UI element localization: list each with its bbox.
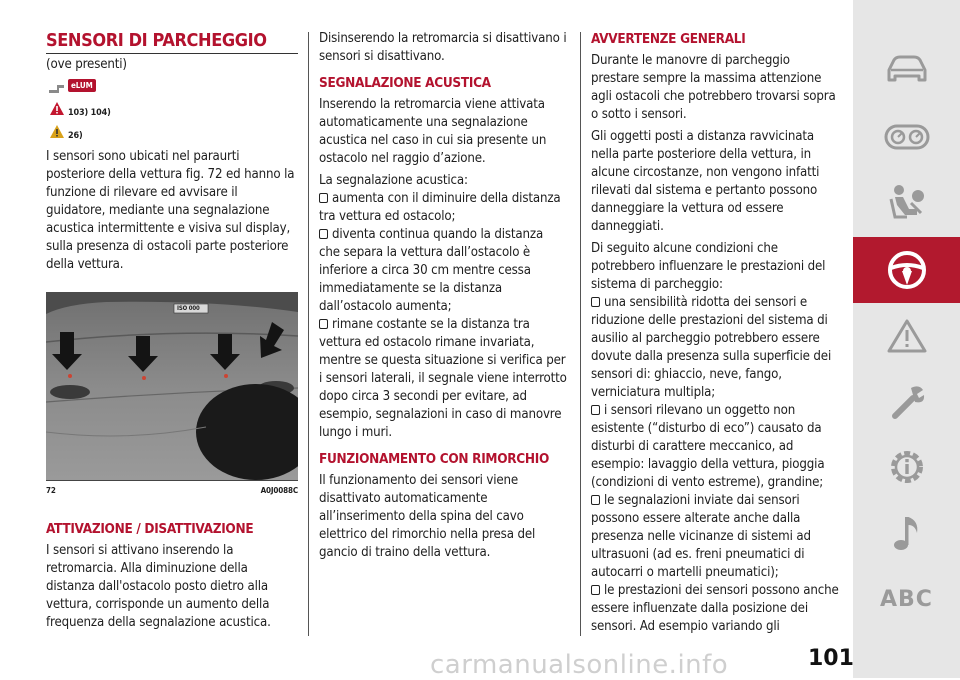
conditions-list bbox=[591, 294, 841, 636]
rear-bumper-photo bbox=[46, 292, 298, 480]
signal-intro: La segnalazione acustica: bbox=[319, 173, 468, 188]
figure-rear-bumper bbox=[46, 292, 298, 480]
danger-triangle-icon bbox=[50, 102, 64, 115]
bullet-icon bbox=[319, 193, 328, 203]
bullet-icon bbox=[319, 229, 328, 239]
list-item: le prestazioni dei sensori possono anche essere influenzate dalla posizione dei sensori. Ad esempio variando gli bbox=[591, 583, 839, 634]
sidebar-item-maintenance[interactable] bbox=[853, 434, 960, 500]
list-item: una sensibilità ridotta dei sensori e riduzione delle prestazioni del sistema di ausilio al parcheggio potrebbero essere dovute dalla presenza sulla superficie dei sensori di: ghiaccio, neve, fango, verniciatura multipla; bbox=[591, 295, 832, 400]
column-divider-2 bbox=[580, 32, 581, 636]
elum-badge: eLUM bbox=[68, 79, 96, 92]
bullet-icon bbox=[591, 585, 600, 595]
deactivation-paragraph: Disinserendo la retromarcia si disattivano i sensori si disattivano. bbox=[319, 31, 567, 64]
warning-triangle-icon bbox=[887, 318, 927, 354]
sidebar-item-emergency[interactable] bbox=[853, 369, 960, 435]
note-ref: 26) bbox=[68, 131, 83, 141]
car-icon bbox=[885, 54, 929, 84]
dashboard-gauges-icon bbox=[884, 124, 930, 150]
music-note-icon bbox=[891, 513, 923, 553]
watermark: carmanualsonline.info bbox=[430, 650, 729, 680]
sidebar-item-index[interactable] bbox=[853, 566, 960, 632]
pointing-hand-icon bbox=[48, 81, 66, 95]
sidebar-item-driving[interactable] bbox=[853, 237, 960, 303]
page-title: SENSORI DI PARCHEGGIO bbox=[46, 30, 298, 54]
gear-info-icon bbox=[886, 446, 928, 488]
list-item: aumenta con il diminuire della distanza tra vettura ed ostacolo; bbox=[319, 191, 561, 224]
sidebar-item-multimedia[interactable] bbox=[853, 500, 960, 566]
warning-refs-row bbox=[46, 100, 298, 120]
acoustic-paragraph: Inserendo la retromarcia viene attivata automaticamente una segnalazione acustica nel caso in cui sia presente un ostacolo nel raggio d’azione. bbox=[319, 97, 547, 166]
list-item: i sensori rilevano un oggetto non esistente (“disturbo di eco”) causato da disturbi di carattere meccanico, ad esempio: lavaggio della vettura, pioggia (condizioni di vento estreme), grandine; bbox=[591, 403, 825, 490]
heading-trailer: FUNZIONAMENTO CON RIMORCHIO bbox=[319, 451, 549, 467]
page-number: 101 bbox=[808, 646, 854, 671]
seat-airbag-icon bbox=[887, 183, 927, 223]
warning-refs: 103) 104) bbox=[68, 108, 111, 118]
column-1 bbox=[46, 30, 298, 636]
bullet-icon bbox=[319, 319, 328, 329]
figure-caption bbox=[46, 480, 298, 500]
sidebar-item-safety[interactable] bbox=[853, 170, 960, 236]
chapter-sidebar bbox=[853, 0, 960, 678]
sidebar-item-vehicle[interactable] bbox=[853, 36, 960, 102]
figure-number: 72 bbox=[46, 486, 56, 495]
list-item: le segnalazioni inviate dai sensori possono essere alterate anche dalla presenza nelle vicinanze di sistemi ad ultrasuoni (ad es. freni pneumatici di autocarri o martelli pneumatici); bbox=[591, 493, 811, 580]
license-plate-text: ISO 000 bbox=[177, 305, 200, 312]
heading-general: AVVERTENZE GENERALI bbox=[591, 31, 746, 47]
trailer-paragraph: Il funzionamento dei sensori viene disattivato automaticamente all’inserimento della spina del cavo elettrico del rimorchio nella presa del gancio di traino della vettura. bbox=[319, 473, 536, 560]
note-ref-row bbox=[46, 122, 298, 142]
intro-paragraph: I sensori sono ubicati nel paraurti posteriore della vettura fig. 72 ed hanno la funzione di rilevare ed avvisare il guidatore, mediante una segnalazione acustica intermittente e visiva sul display, sulla presenza di ostacoli parte posteriore della vettura. bbox=[46, 149, 295, 272]
abc-index-label: ABC bbox=[880, 586, 933, 612]
list-item: diventa continua quando la distanza che separa la vettura dall’ostacolo è inferiore a circa 30 cm mentre cessa immediatamente se la distanza dall’ostacolo aumenta; bbox=[319, 227, 544, 314]
activation-paragraph: I sensori si attivano inserendo la retromarcia. Alla diminuzione della distanza dall'ostacolo posto dietro alla vettura, corrisponde un aumento della frequenza della segnalazione acustica. bbox=[46, 543, 271, 630]
signal-list bbox=[319, 190, 567, 442]
column-2 bbox=[319, 30, 567, 566]
figure-code: A0J0088C bbox=[260, 486, 298, 495]
heading-acoustic: SEGNALAZIONE ACUSTICA bbox=[319, 75, 491, 91]
heading-activation: ATTIVAZIONE / DISATTIVAZIONE bbox=[46, 521, 254, 537]
sidebar-item-dashboard[interactable] bbox=[853, 104, 960, 170]
bullet-icon bbox=[591, 495, 600, 505]
list-item: rimane costante se la distanza tra vettura ed ostacolo rimane invariata, mentre se questa situazione si verifica per i sensori laterali, il segnale viene interrotto dopo circa 3 secondi per evitare, ad esempio, segnalazioni in caso di manovre lungo i muri. bbox=[319, 317, 567, 440]
column-divider-1 bbox=[308, 32, 309, 636]
general-paragraph-3: Di seguito alcune condizioni che potrebbero influenzare le prestazioni del sistema di parcheggio: bbox=[591, 241, 826, 292]
bullet-icon bbox=[591, 297, 600, 307]
page-subtitle: (ove presenti) bbox=[46, 57, 127, 72]
general-paragraph-2: Gli oggetti posti a distanza ravvicinata nella parte posteriore della vettura, in alcune circostanze, non vengono infatti rilevati dal sistema e pertanto possono danneggiare la vettura od essere danneggiati. bbox=[591, 129, 820, 234]
elum-row bbox=[46, 78, 298, 98]
bullet-icon bbox=[591, 405, 600, 415]
steering-wheel-icon bbox=[886, 249, 928, 291]
general-paragraph-1: Durante le manovre di parcheggio prestare sempre la massima attenzione agli ostacoli che potrebbero trovarsi sopra o sotto i sensori. bbox=[591, 53, 836, 122]
column-3 bbox=[591, 30, 841, 636]
sidebar-item-warnings[interactable] bbox=[853, 303, 960, 369]
wrench-icon bbox=[887, 382, 927, 422]
caution-triangle-icon bbox=[50, 125, 64, 138]
